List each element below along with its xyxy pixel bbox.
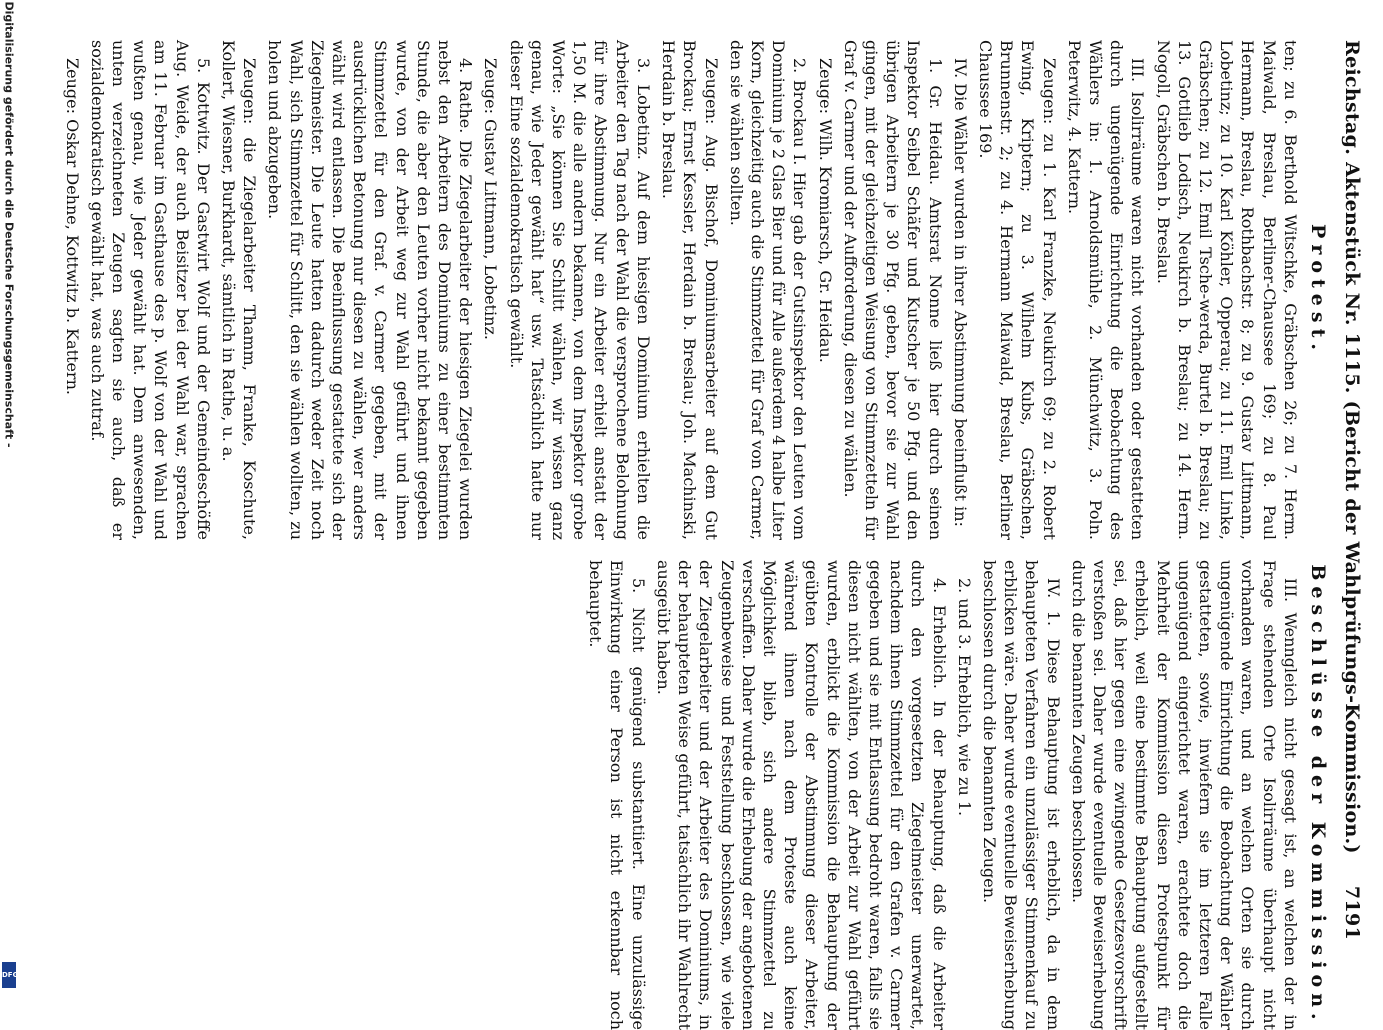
commission-paragraph: 2. und 3. Erheblich, wie zu 1.: [954, 578, 974, 817]
commission-paragraph: 5. Nicht genügend substantiiert. Eine unzulässige Einwirkung einer Person ist nicht erkennbar noch behauptet.: [586, 560, 648, 1030]
protest-paragraph: 2. Brockau I. Hier gab der Gutsinspektor den Leuten vom Dominium je 2 Glas Bier und für Alle außerdem 4 halbe Liter Korn, gleichzeitig auch die Stimmzettel für Graf von Carmer, den sie wählen sollten.: [726, 40, 810, 540]
commission-paragraph: 4. Erheblich. In der Behauptung, daß die Arbeiter durch den vorgesetzten Ziegelmeister unerwartet, nachdem ihnen Stimmzettel für den Grafen v. Carmer gegeben und sie mit Entlassung bedroht waren, falls sie diesen nicht wählten, von der Arbeit zur Wahl geführt wurden, erblickt die Kommission die Behauptung der geübten Kontrolle der Abstimmung dieser Arbeiter, während ihnen nach dem Proteste auch keine Möglichkeit blieb, sich andere Stimmzettel zu verschaffen. Daher wurde die Erhebung der angebotenen Zeugenbeweise und Feststellung beschlossen, wie viele der Ziegelarbeiter und der Arbeiter des Dominiums, in der behaupteten Weise geführt, tatsächlich ihr Wahlrecht ausgeübt haben.: [653, 560, 949, 1030]
protest-paragraph: Zeuge: Oskar Dehne, Kottwitz b. Kattern.: [62, 58, 82, 395]
dfg-logo: DFG: [2, 962, 16, 988]
protest-paragraph: ten; zu 6. Berthold Witschke, Gräbschen 26; zu 7. Herm. Maiwald, Breslau, Berliner-Chaussee 169; zu 8. Paul Hermann, Breslau, Rothbachstr. 8; zu 9. Gustav Littmann, Lobetinz; zu 10. Karl Köhler, Opperau; zu 11. Emil Linke, Gräbschen; zu 12. Emil Tsche-werda, Burtel b. Breslau; zu 13. Gottlieb Lodisch, Neukirch b. Breslau; zu 14. Herm. Nogoll, Gräbschen b. Breslau.: [1153, 40, 1300, 540]
commission-column: [581, 560, 1328, 1030]
protest-paragraph: 5. Kottwitz. Der Gastwirt Wolf und der Gemeindeschöffe Aug. Weide, der auch Beisitzer bei der Wahl war, sprachen am 11. Februar im Gasthause des p. Wolf von der Wahl und wußten genau, wie Jeder gewählt hat. Dem anwesenden, unten verzeichneten Zeugen sagten sie auch, daß er sozialdemokratisch gewählt hat, was auch zutraf.: [87, 40, 213, 540]
protest-column: [57, 40, 1328, 540]
protest-paragraph: 4. Rathe. Die Ziegelarbeiter der hiesigen Ziegelei wurden nebst den Arbeitern des Dominiums zu einer bestimmten Stunde, die aber den Leuten vorher nicht bekannt gegeben wurde, von der Arbeit weg zur Wahl geführt und ihnen Stimmzettel für den Graf. v. Carmer gegeben, mit der ausdrücklichen Betonung nur diesen zu wählen, wer anders wählt wird entlassen. Die Beeinflussung gestattete sich der Ziegelmeister. Die Leute hatten dadurch weder Zeit noch Wahl, sich Stimmzettel für Schlitt, den sie wählen wollten, zu holen und abzugeben.: [265, 40, 476, 540]
protest-paragraph: Zeugen: Aug. Bischof, Dominiumsarbeiter auf dem Gut Brockau; Ernst Kessler, Herdain b. Breslau; Joh. Machinski, Herdain b. Breslau.: [659, 40, 721, 540]
protest-heading: Protest.: [1307, 224, 1329, 356]
protest-paragraph: IV. Die Wähler wurden in ihrer Abstimmung beeinflußt in:: [950, 58, 970, 527]
protest-paragraph: Zeugen: die Ziegelarbeiter Thamm, Franke, Koschute, Kollert, Wiesner, Burkhardt, sämtlich in Rathe, u. a.: [219, 40, 260, 540]
commission-paragraph: III. Wenngleich nicht gesagt ist, an welchen der in Frage stehenden Orte Isolirräume überhaupt nicht vorhanden waren, und an welchen Orten sie durch ungenügende Einrichtung die Beobachtung der Wähler gestatteten, sowie, inwiefern sie im letzteren Falle ungenügend eingerichtet waren, erachtete doch die Mehrheit der Kommission diesen Protestpunkt für erheblich, weil eine bestimmte Behauptung aufgestellt sei, daß hier gegen eine zwingende Gesetzesvorschrift verstoßen sei. Daher wurde eventuelle Beweiserhebung durch die benannten Zeugen beschlossen.: [1068, 560, 1300, 1030]
header-title: Reichstag. Aktenstück Nr. 1115. (Bericht der Wahlprüfungs-Kommission.): [1341, 40, 1363, 854]
protest-paragraph: 1. Gr. Heidau. Amtsrat Nonne ließ hier durch seinen Inspektor Seibel Schäfer und Kutscher je 50 Pfg. und den übrigen Arbeitern je 30 Pfg. geben, bevor sie zur Wahl gingen, mit der gleichzeitigen Weisung von Stimmzetteln für Graf v. Carmer und der Aufforderung, diesen zu wählen.: [840, 40, 945, 540]
protest-paragraph: Zeugen: zu 1. Karl Franzke, Neukirch 69; zu 2. Robert Ewing, Kriptern; zu 3. Wilhelm Kubs, Gräbschen, Brunnenstr. 2; zu 4. Hermann Maiwald, Breslau, Berliner Chaussee 169.: [975, 40, 1059, 540]
digitization-footer: [0, 0, 18, 1000]
protest-paragraph: III. Isolirräume waren nicht vorhanden oder gestatteten durch ungenügende Einrichtung die Beobachtung des Wählers in: 1. Arnoldsmühle, 2. Münchwitz, 3. Poln. Peterwitz, 4. Kattern.: [1064, 40, 1148, 540]
protest-paragraph: Zeuge: Gustav Littmann, Lobetinz.: [481, 58, 501, 340]
page-header: [1333, 40, 1363, 940]
footer-text: Digitalisierung gefördert durch die Deutsche Forschungsgemeinschaft -: [2, 1, 16, 448]
protest-paragraph: 3. Lobetinz. Auf dem hiesigen Dominium erhielten die Arbeiter den Tag nach der Wahl die versprochene Belohnung für ihre Abstimmung. Nur ein Arbeiter erhielt anstatt der 1,50 M. die alle andern bekamen, von dem Inspektor grobe Worte: „Sie können Sie Schlitt wählen, wir wissen ganz genau, wie Jeder gewählt hat“ usw. Tatsächlich hatte nur dieser Eine sozialdemokratisch gewählt.: [506, 40, 653, 540]
page-number: 7191: [1341, 885, 1363, 940]
commission-heading: Beschlüsse der Kommission.: [1307, 564, 1329, 1026]
protest-paragraph: Zeuge: Wilh. Kromiarsch, Gr. Heidau.: [815, 58, 835, 363]
commission-paragraph: IV. 1. Diese Behauptung ist erheblich, da in dem behaupteten Verfahren ein unzulässiger Stimmenkauf zu erblicken wäre. Daher wurde eventuelle Beweiserhebung beschlossen durch die benannten Zeugen.: [979, 560, 1063, 1030]
